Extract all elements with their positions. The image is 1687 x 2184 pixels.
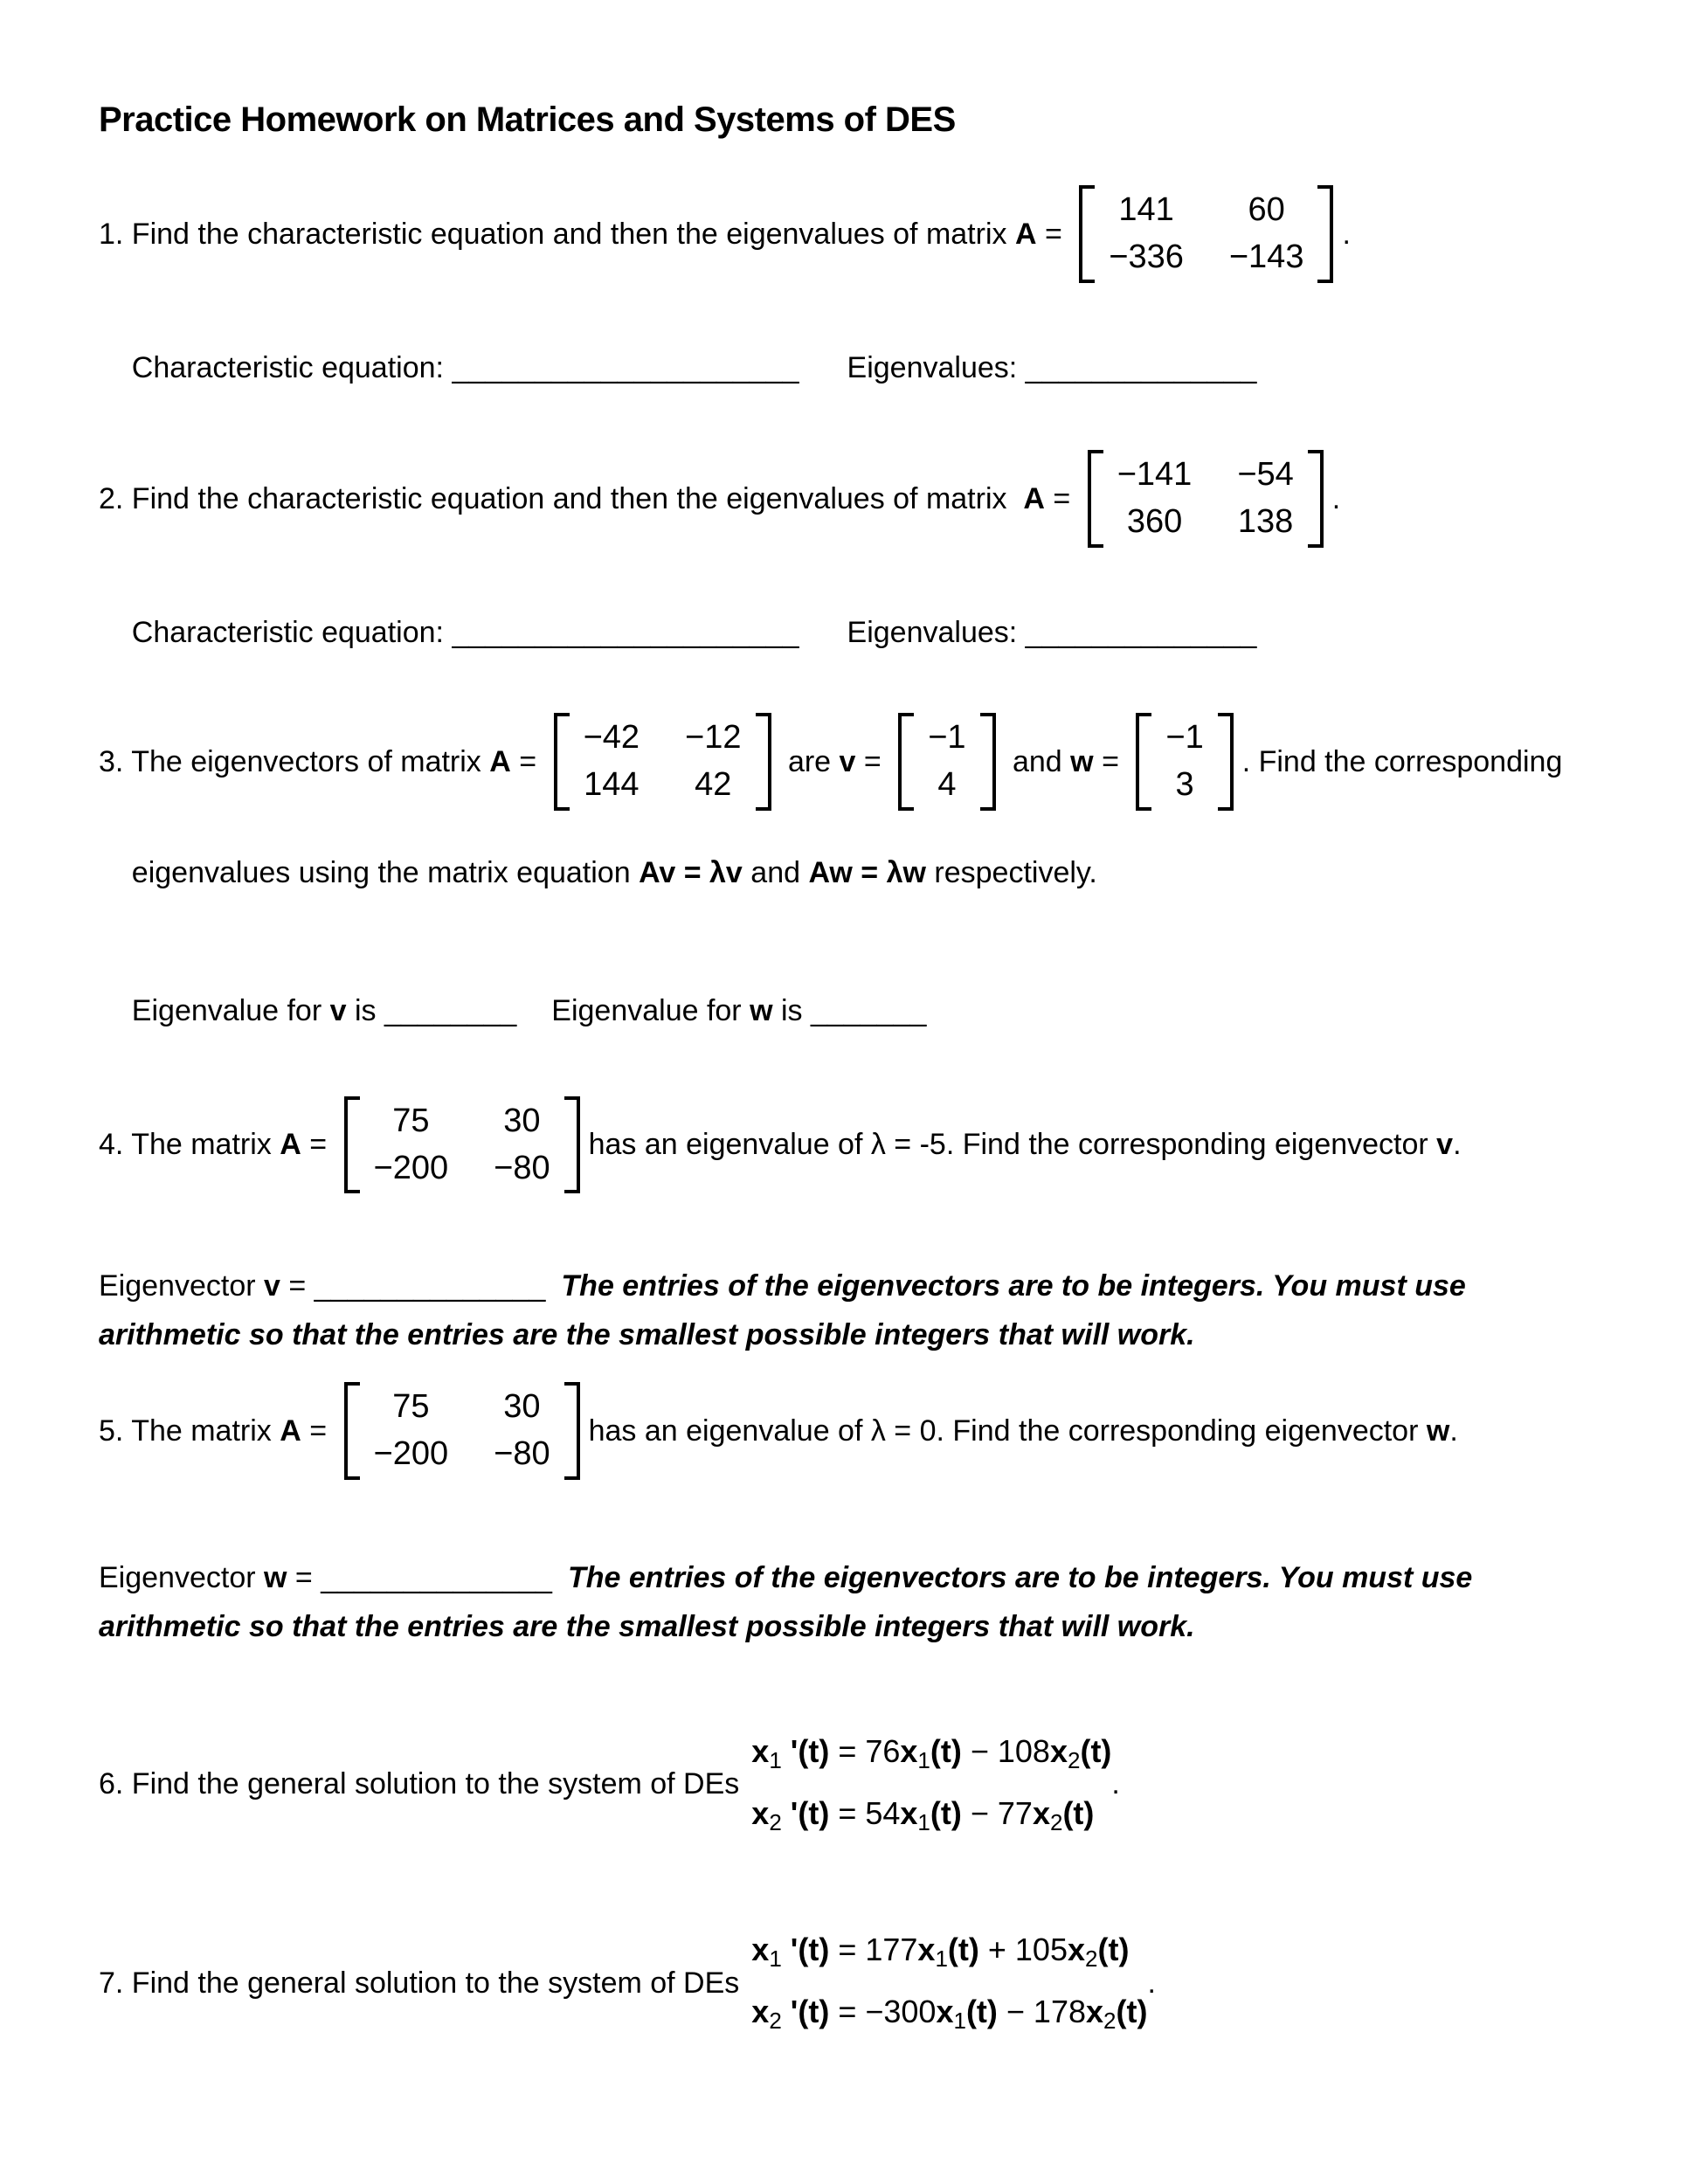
problem-1-statement (99, 185, 1608, 283)
matrix-cell: 3 (1175, 765, 1194, 803)
equation-line (751, 1796, 1111, 1835)
matrix-cell: −336 (1109, 238, 1184, 275)
matrix-bracket-right (1317, 185, 1333, 283)
matrix-cell: 4 (937, 765, 957, 803)
equation-token: = 54 (829, 1794, 901, 1831)
problem-3-text: eigenvalues using the matrix equation (131, 856, 640, 890)
integer-instruction-note: The entries of the eigenvectors are to be integers. You must use arithmetic so that the entries are the smallest possible integers that will work. (99, 1560, 1473, 1643)
vector-v-symbol: v (264, 1269, 280, 1303)
equation-token: (t) (930, 1732, 962, 1769)
characteristic-equation-label: Characteristic equation: (131, 351, 453, 385)
subscript: 1 (769, 1946, 782, 1973)
sentence-period: . (1111, 1767, 1120, 1801)
matrix-bracket-left (554, 713, 570, 811)
vector-v-symbol: v (1436, 1128, 1454, 1162)
matrix-bracket-left (1079, 185, 1095, 283)
integer-instruction-note: The entries of the eigenvectors are to be integers. You must use arithmetic so that the entries are the smallest possible integers that will work. (99, 1269, 1466, 1352)
equation-token: x (1032, 1794, 1050, 1831)
eigenvector-label: Eigenvector (99, 1269, 264, 1303)
problem-4-answer-line (99, 1261, 1610, 1359)
matrix-bracket-right (1218, 713, 1234, 811)
eigenvector-v-blank: ______________ (314, 1269, 546, 1303)
matrix-cell: −1 (1165, 719, 1204, 757)
matrix-cell: −143 (1228, 238, 1304, 275)
problem-7-statement (99, 1932, 1608, 2033)
subscript: 1 (917, 1746, 930, 1773)
matrix-bracket-left (344, 1096, 360, 1194)
matrix-cell: 60 (1248, 191, 1285, 228)
problem-3-text: and (742, 856, 809, 890)
matrix-bracket-left (1136, 713, 1151, 811)
equation-token: (t) (1062, 1794, 1095, 1831)
matrix-bracket-right (1308, 450, 1324, 548)
ode-system-6 (751, 1734, 1111, 1835)
equation-token: − 108 (961, 1732, 1050, 1769)
matrix-cell: −54 (1237, 456, 1294, 494)
equals-sign: = (1044, 481, 1079, 515)
problem-3-text: are (779, 744, 840, 778)
equals-sign: = (510, 744, 545, 778)
vector-v-symbol: v (839, 744, 856, 778)
vector-w-symbol: w (1426, 1413, 1450, 1448)
equation-Aw-lambda-w: Aw = λw (808, 856, 926, 890)
matrix-A-1 (1079, 185, 1333, 283)
equals-sign: = (1036, 217, 1071, 251)
matrix-cells (360, 1382, 564, 1480)
matrix-bracket-left (898, 713, 914, 811)
subscript: 1 (953, 2007, 966, 2034)
matrix-A-symbol: A (280, 1413, 301, 1448)
equation-token: (t) (1080, 1732, 1112, 1769)
subscript: 2 (1085, 1946, 1098, 1973)
eigenvalues-label: Eigenvalues: (847, 616, 1026, 650)
matrix-cell: −200 (373, 1149, 449, 1186)
matrix-cell: 75 (392, 1102, 430, 1139)
subscript: 2 (1067, 1746, 1081, 1773)
problem-3-text: 3. The eigenvectors of matrix (99, 744, 490, 778)
subscript: 2 (1103, 2007, 1117, 2034)
equals-sign: = (280, 1269, 315, 1303)
equation-token: x (936, 1993, 954, 2029)
equation-token: − 178 (997, 1993, 1086, 2029)
matrix-A-2 (1088, 450, 1324, 548)
problem-2-text: 2. Find the characteristic equation and then the eigenvalues of matrix (99, 481, 1024, 515)
problem-7-text: 7. Find the general solution to the system of DEs (99, 1966, 740, 2000)
sentence-period: . (1449, 1413, 1458, 1448)
equation-token: x (751, 1732, 770, 1769)
equals-sign: = (301, 1413, 335, 1448)
equation-token: x (900, 1732, 918, 1769)
equation-token: = −300 (829, 1993, 937, 2029)
ode-system-7 (751, 1932, 1147, 2033)
matrix-cell: −80 (494, 1149, 550, 1186)
matrix-bracket-left (1088, 450, 1103, 548)
problem-3-statement (99, 713, 1608, 811)
equation-line (751, 1734, 1111, 1773)
matrix-cell: −200 (373, 1435, 449, 1473)
eigenvalue-v-blank: ________ (384, 993, 517, 1027)
problem-3-text: and (1004, 744, 1071, 778)
equation-token: '(t) (781, 1993, 830, 2029)
equation-Av-lambda-v: Av = λv (639, 856, 743, 890)
matrix-bracket-right (564, 1382, 580, 1480)
problem-5-statement (99, 1382, 1608, 1480)
equation-token: x (917, 1932, 936, 1968)
matrix-cell: −12 (685, 719, 742, 757)
eigenvalue-w-label: Eigenvalue for (551, 993, 750, 1027)
problem-3-statement-line2 (99, 818, 1608, 930)
eigenvalues-blank: ______________ (1025, 351, 1257, 385)
problem-6-statement (99, 1734, 1608, 1835)
problem-1-text: 1. Find the characteristic equation and then the eigenvalues of matrix (99, 217, 1015, 251)
matrix-cells (1103, 450, 1308, 548)
sentence-period: . (1342, 217, 1351, 251)
matrix-cell: 75 (392, 1388, 430, 1426)
equation-token: x (751, 1794, 770, 1831)
problem-3-answer-line (99, 955, 1608, 1067)
matrix-A-5 (344, 1382, 580, 1480)
eigenvector-w-blank: ______________ (321, 1560, 552, 1594)
problem-5-answer-line (99, 1553, 1610, 1651)
problem-6-text: 6. Find the general solution to the system of DEs (99, 1767, 740, 1801)
matrix-cell: −141 (1117, 456, 1193, 494)
equation-token: '(t) (781, 1794, 830, 1831)
subscript: 2 (1049, 1808, 1063, 1835)
equation-token: x (900, 1794, 918, 1831)
vector-w-symbol: w (750, 993, 773, 1027)
equals-sign: = (287, 1560, 321, 1594)
problem-4-text: has an eigenvalue of λ = -5. Find the corresponding eigenvector (588, 1128, 1437, 1162)
eigenvalue-v-label: Eigenvalue for (131, 993, 330, 1027)
problem-1-answer-line (99, 313, 1608, 425)
matrix-bracket-right (756, 713, 771, 811)
equation-token: − 77 (961, 1794, 1033, 1831)
matrix-cell: 141 (1118, 191, 1174, 228)
eigenvalue-w-blank: _______ (810, 993, 927, 1027)
vector-v-symbol: v (329, 993, 347, 1027)
matrix-cell: −42 (583, 719, 640, 757)
subscript: 2 (769, 1808, 782, 1835)
subscript: 2 (769, 2007, 782, 2034)
matrix-cell: 360 (1126, 502, 1183, 540)
subscript: 1 (935, 1946, 948, 1973)
matrix-A-4 (344, 1096, 580, 1194)
problem-2-answer-line (99, 577, 1608, 689)
characteristic-equation-label: Characteristic equation: (131, 616, 453, 650)
matrix-cell: −80 (494, 1435, 550, 1473)
problem-2-statement (99, 450, 1608, 548)
matrix-cell: 30 (503, 1388, 541, 1426)
eigenvalue-w-label: is (772, 993, 811, 1027)
equation-token: (t) (930, 1794, 962, 1831)
equation-token: x (751, 1932, 770, 1968)
problem-4-statement (99, 1096, 1608, 1194)
equation-token: '(t) (781, 1932, 830, 1968)
matrix-A-symbol: A (1014, 217, 1037, 251)
equals-sign: = (1093, 744, 1128, 778)
matrix-bracket-right (564, 1096, 580, 1194)
eigenvalues-blank: ______________ (1025, 616, 1257, 650)
matrix-bracket-left (344, 1382, 360, 1480)
characteristic-equation-blank: _____________________ (452, 616, 799, 650)
matrix-A-symbol: A (280, 1128, 301, 1162)
equation-line (751, 1994, 1147, 2034)
matrix-cell: 30 (503, 1102, 541, 1139)
equation-token: + 105 (978, 1932, 1068, 1968)
equation-token: (t) (1097, 1932, 1130, 1968)
sentence-period: . (1453, 1128, 1462, 1162)
vector-w (1136, 713, 1233, 811)
matrix-A-3 (554, 713, 771, 811)
equation-token: x (1086, 1993, 1104, 2029)
matrix-cells (1095, 185, 1317, 283)
matrix-cells (570, 713, 756, 811)
matrix-A-symbol: A (1023, 481, 1045, 515)
equation-token: = 76 (829, 1732, 901, 1769)
equation-token: '(t) (781, 1732, 830, 1769)
problem-3-text: respectively. (925, 856, 1097, 890)
matrix-bracket-right (980, 713, 996, 811)
equals-sign: = (855, 744, 890, 778)
page-title: Practice Homework on Matrices and Systems of DES (99, 100, 956, 139)
vector-w-symbol: w (1070, 744, 1094, 778)
matrix-cell: −1 (928, 719, 966, 757)
subscript: 1 (769, 1746, 782, 1773)
matrix-cell: 144 (584, 765, 640, 803)
equation-token: x (1067, 1932, 1085, 1968)
equation-line (751, 1932, 1147, 1972)
problem-5-text: 5. The matrix (99, 1413, 280, 1448)
matrix-cells (914, 713, 979, 811)
eigenvalues-label: Eigenvalues: (847, 351, 1026, 385)
equation-token: x (1049, 1732, 1068, 1769)
problem-3-text: . Find the corresponding (1241, 744, 1563, 778)
sentence-period: . (1147, 1966, 1156, 2000)
eigenvalue-v-label: is (346, 993, 384, 1027)
equation-token: = 177 (829, 1932, 918, 1968)
eigenvector-label: Eigenvector (99, 1560, 264, 1594)
problem-5-text: has an eigenvalue of λ = 0. Find the corresponding eigenvector (588, 1413, 1427, 1448)
equation-token: x (751, 1993, 770, 2029)
subscript: 1 (917, 1808, 930, 1835)
characteristic-equation-blank: _____________________ (452, 351, 799, 385)
matrix-cell: 42 (695, 765, 732, 803)
matrix-cells (360, 1096, 564, 1194)
matrix-A-symbol: A (489, 744, 511, 778)
problem-4-text: 4. The matrix (99, 1128, 280, 1162)
vector-w-symbol: w (264, 1560, 287, 1594)
matrix-cell: 138 (1237, 502, 1294, 540)
equals-sign: = (301, 1128, 335, 1162)
equation-token: (t) (947, 1932, 979, 1968)
equation-token: (t) (965, 1993, 998, 2029)
vector-v (898, 713, 995, 811)
matrix-cells (1151, 713, 1217, 811)
equation-token: (t) (1116, 1993, 1148, 2029)
sentence-period: . (1331, 481, 1341, 515)
